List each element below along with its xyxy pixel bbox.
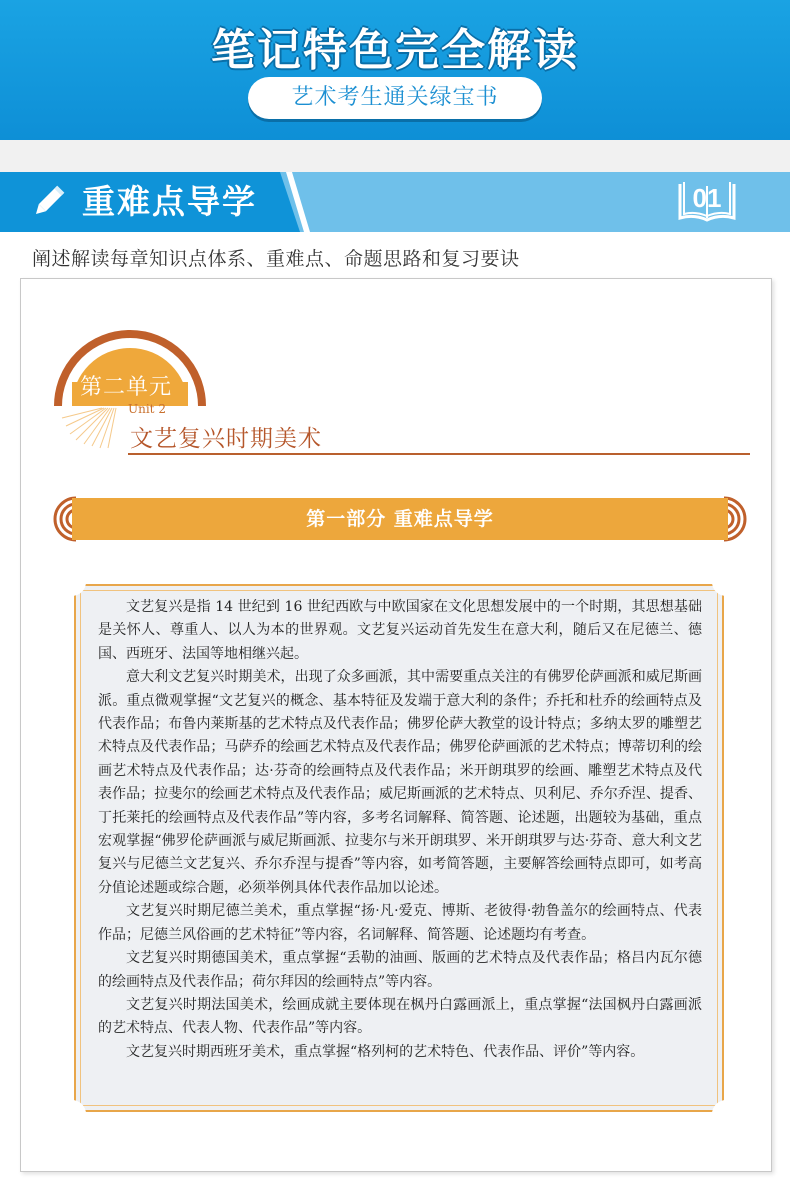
- section-number: 01: [692, 183, 722, 213]
- unit-english-label: Unit 2: [128, 402, 166, 416]
- paragraph: 文艺复兴时期德国美术，重点掌握“丢勒的油画、版画的艺术特点及代表作品；格吕内瓦尔德的绘画特点及代表作品；荷尔拜因的绘画特点”等内容。: [98, 950, 702, 990]
- section-title: 重难点导学: [82, 182, 257, 221]
- unit-title: 文艺复兴时期美术: [130, 426, 322, 452]
- paragraph: 文艺复兴时期西班牙美术，重点掌握“格列柯的艺术特色、代表作品、评价”等内容。: [126, 1043, 645, 1060]
- paragraph: 文艺复兴是指 14 世纪到 16 世纪西欧与中欧国家在文化思想发展中的一个时期，其思想基础是关怀人、尊重人、以人为本的世界观。文艺复兴运动首先发生在意大利，随后又在尼德兰、德国、西班牙、法国等地相继兴起。: [98, 599, 702, 662]
- paragraph: 意大利文艺复兴时期美术，出现了众多画派，其中需要重点关注的有佛罗伦萨画派和威尼斯画派。重点微观掌握“文艺复兴的概念、基本特征及发端于意大利的条件；乔托和杜乔的绘画特点及代表作品；布鲁内莱斯基的艺术特点及代表作品；佛罗伦萨大教堂的设计特点；多纳太罗的雕塑艺术特点及代表作品；马萨乔的绘画艺术特点及代表作品；佛罗伦萨画派的艺术特点；博蒂切利的绘画艺术特点及代表作品；达·芬奇的绘画特点及代表作品；米开朗琪罗的绘画、雕塑艺术特点及代表作品；拉斐尔的绘画艺术特点及代表作品；威尼斯画派的艺术特点、贝利尼、乔尔乔涅、提香、丁托莱托的绘画特点及代表作品”等内容，多考名词解释、简答题、论述题，出题较为基础，重点宏观掌握“佛罗伦萨画派与威尼斯画派、拉斐尔与米开朗琪罗、米开朗琪罗与达·芬奇、意大利文艺复兴与尼德兰文艺复兴、乔尔乔涅与提香”等内容，如考简答题，主要解答绘画特点即可，如考高分值论述题或综合题，必须举例具体代表作品加以论述。: [98, 669, 702, 896]
- banner-divider-strip: [0, 140, 790, 172]
- banner-title: 笔记特色完全解读: [211, 25, 579, 76]
- unit-underline: [128, 453, 750, 455]
- part-title: 第一部分 重难点导学: [306, 508, 494, 530]
- paragraph: 文艺复兴时期法国美术，绘画成就主要体现在枫丹白露画派上，重点掌握“法国枫丹白露画派的艺术特点、代表人物、代表作品”等内容。: [98, 996, 702, 1037]
- pencil-icon: [28, 182, 68, 222]
- unit-label: 第二单元: [80, 375, 173, 400]
- body-text: [98, 596, 702, 1064]
- banner-subtitle-pill: 艺术考生通关绿宝书: [248, 77, 542, 119]
- paragraph: 文艺复兴时期尼德兰美术，重点掌握“扬·凡·爱克、博斯、老彼得·勃鲁盖尔的绘画特点、代表作品；尼德兰风俗画的艺术特征”等内容，名词解释、简答题、论述题均有考查。: [98, 903, 702, 943]
- section-description: 阐述解读每章知识点体系、重难点、命题思路和复习要诀: [32, 248, 520, 270]
